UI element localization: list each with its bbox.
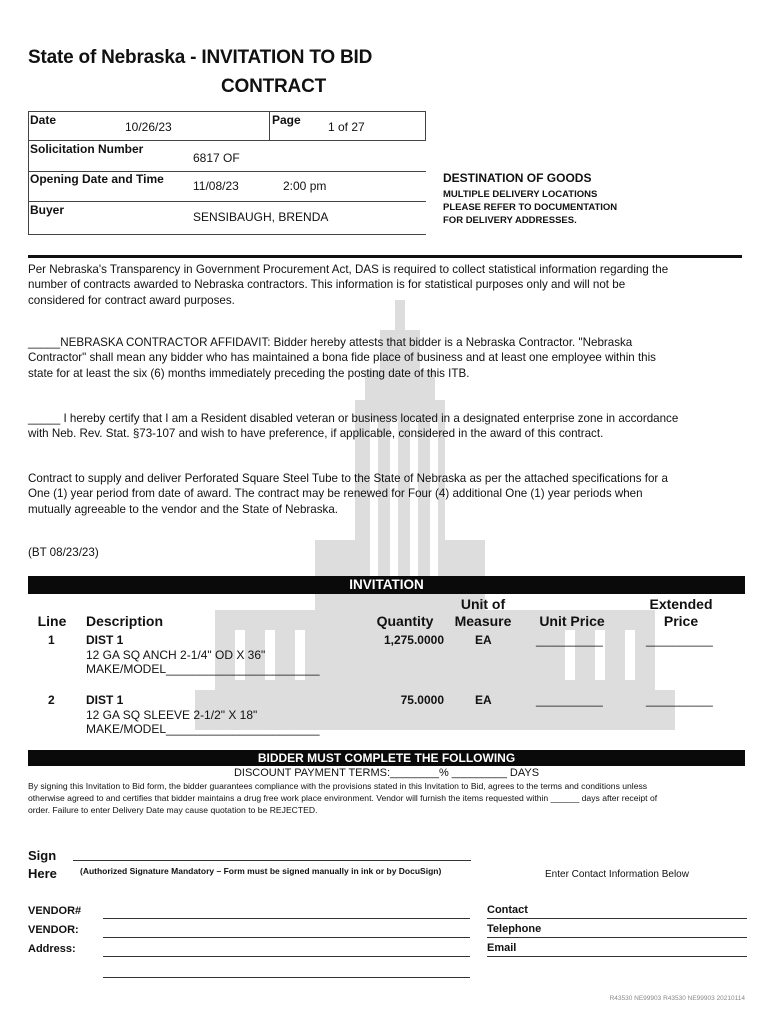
- item-quantity: 1,275.0000: [383, 633, 444, 647]
- item-make-model: MAKE/MODEL_______________________: [86, 722, 320, 736]
- signature-note: (Authorized Signature Mandatory – Form must be signed manually in ink or by DocuSign): [80, 866, 442, 876]
- item-extended-price-blank[interactable]: __________: [646, 633, 713, 647]
- email-field[interactable]: [487, 956, 747, 957]
- invitation-bar: INVITATION: [28, 576, 745, 594]
- col-line: Line: [37, 613, 67, 629]
- col-unit-measure: Unit of Measure: [454, 596, 512, 629]
- item-quantity: 75.0000: [400, 693, 444, 707]
- page-label: Page: [272, 113, 301, 127]
- bt-reference: (BT 08/23/23): [28, 546, 99, 559]
- buyer-label: Buyer: [30, 203, 65, 217]
- title-line-2: CONTRACT: [221, 76, 326, 97]
- item-description-title: DIST 1: [86, 693, 124, 707]
- item-line-number: 2: [48, 693, 55, 707]
- item-unit: EA: [475, 693, 492, 707]
- section-divider: [28, 255, 742, 258]
- vendor-label: VENDOR:: [28, 924, 79, 936]
- address-field-1[interactable]: [103, 956, 470, 957]
- telephone-label: Telephone: [487, 923, 542, 935]
- opening-date: 11/08/23: [193, 179, 239, 193]
- footer-code: R43530 NE99903 R43530 NE99903 20210114: [609, 995, 745, 1002]
- item-unit-price-blank[interactable]: __________: [536, 633, 603, 647]
- affidavit-paragraph: _____NEBRASKA CONTRACTOR AFFIDAVIT: Bidder hereby attests that bidder is a Nebraska Contractor. "Nebraska Contractor" shall mean any bidder who has maintained a bona fide place of business and at least one employee within this state for at least the six (6) months immediately preceding the posting date of this ITB.: [28, 336, 656, 380]
- item-line-number: 1: [48, 633, 55, 647]
- address-field-2[interactable]: [103, 977, 470, 978]
- opening-label: Opening Date and Time: [30, 172, 164, 186]
- contact-field[interactable]: [487, 918, 747, 919]
- destination-line-2: PLEASE REFER TO DOCUMENTATION: [443, 202, 618, 213]
- contact-label: Contact: [487, 904, 528, 916]
- solicitation-value: 6817 OF: [193, 151, 240, 165]
- enter-contact-label: Enter Contact Information Below: [545, 869, 689, 880]
- vendor-number-label: VENDOR#: [28, 905, 82, 917]
- destination-title: DESTINATION OF GOODS: [443, 171, 592, 185]
- item-unit: EA: [475, 633, 492, 647]
- header-info-table: [28, 111, 426, 235]
- item-make-model: MAKE/MODEL_______________________: [86, 662, 320, 676]
- opening-time: 2:00 pm: [283, 179, 327, 193]
- bidder-bar: BIDDER MUST COMPLETE THE FOLLOWING: [28, 750, 745, 766]
- item-description: 12 GA SQ ANCH 2-1/4" OD X 36": [86, 648, 266, 662]
- solicitation-label: Solicitation Number: [30, 142, 144, 156]
- item-description: 12 GA SQ SLEEVE 2-1/2" X 18": [86, 708, 258, 722]
- signature-line[interactable]: [73, 860, 471, 861]
- here-label: Here: [28, 866, 57, 881]
- destination-line-3: FOR DELIVERY ADDRESSES.: [443, 215, 577, 226]
- date-label: Date: [30, 113, 57, 127]
- buyer-value: SENSIBAUGH, BRENDA: [193, 210, 329, 224]
- contract-paragraph: Contract to supply and deliver Perforated Square Steel Tube to the State of Nebraska as per the attached specifications for a One (1) year period from date of award. The contract may be renewed for Four (4) additional One (1) year periods when mutually agreeable to the vendor and the State of Nebraska.: [28, 472, 668, 516]
- discount-terms: DISCOUNT PAYMENT TERMS:________% _________ DAYS: [233, 767, 540, 779]
- vendor-number-field[interactable]: [103, 918, 470, 919]
- item-description-title: DIST 1: [86, 633, 124, 647]
- telephone-field[interactable]: [487, 937, 747, 938]
- email-label: Email: [487, 942, 517, 954]
- col-extended-price: Extended Price: [649, 596, 713, 629]
- destination-line-1: MULTIPLE DELIVERY LOCATIONS: [443, 189, 598, 200]
- item-extended-price-blank[interactable]: __________: [646, 693, 713, 707]
- transparency-paragraph: Per Nebraska's Transparency in Government Procurement Act, DAS is required to collect statistical information regarding the number of contracts awarded to Nebraska contractors. This information is for statistical purposes only and will not be considered for contract award purposes.: [28, 263, 669, 307]
- sign-label: Sign: [28, 848, 57, 863]
- col-quantity: Quantity: [376, 613, 434, 629]
- date-value: 10/26/23: [125, 120, 172, 134]
- veteran-paragraph: _____ I hereby certify that I am a Resident disabled veteran or business located in a designated enterprise zone in accordance with Neb. Rev. Stat. §73-107 and wish to have preference, if applicable, considered in the award of this contract.: [28, 412, 679, 441]
- page-value: 1 of 27: [328, 120, 365, 134]
- col-unit-price: Unit Price: [539, 613, 605, 629]
- item-unit-price-blank[interactable]: __________: [536, 693, 603, 707]
- bidder-fine-print: By signing this Invitation to Bid form, the bidder guarantees compliance with the provisions stated in this Invitation to Bid, agrees to the terms and conditions unless otherwise agreed to and certifies that bidder maintains a drug free work place environment. Vendor will furnish the items requested within ______ days after receipt of order. Failure to enter Delivery Date may cause quotation to be REJECTED.: [28, 781, 658, 815]
- vendor-field[interactable]: [103, 937, 470, 938]
- title-line-1: State of Nebraska - INVITATION TO BID: [28, 47, 373, 68]
- col-description: Description: [86, 613, 164, 629]
- address-label: Address:: [28, 943, 76, 955]
